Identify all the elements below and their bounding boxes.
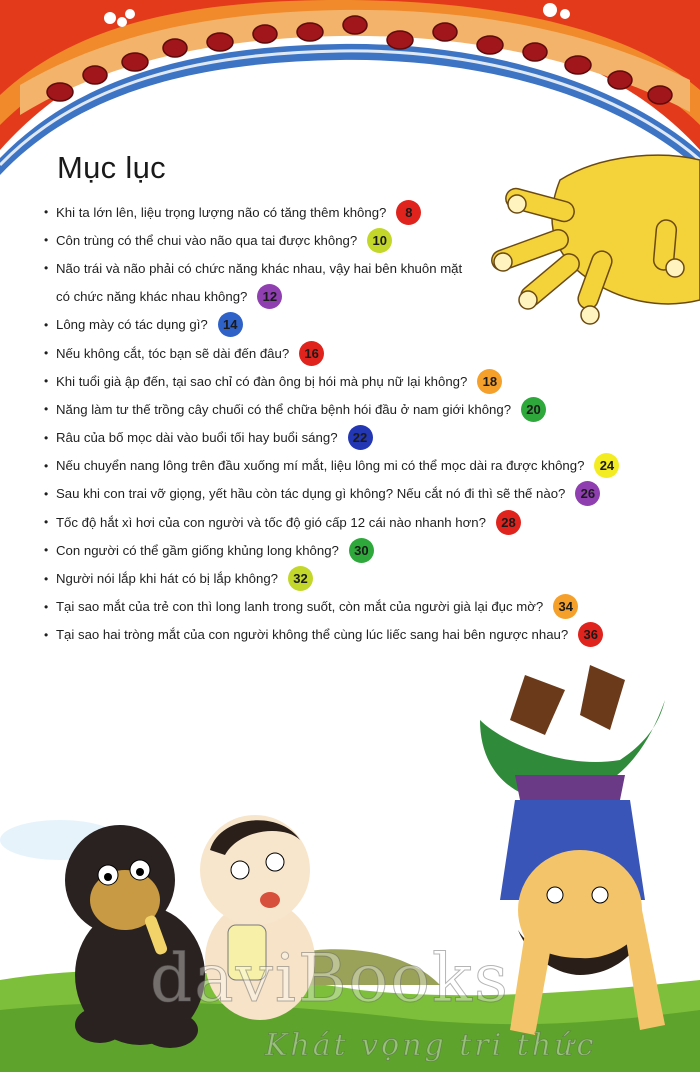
bullet-icon: •: [44, 374, 49, 389]
page-number-badge: 26: [575, 481, 600, 506]
toc-entry-text: Sau khi con trai vỡ giọng, yết hầu còn tác dụng gì không? Nếu cắt nó đi thì sẽ thế nào?: [56, 486, 566, 502]
toc-entry-text: có chức năng khác nhau không?: [56, 289, 248, 305]
toc-entry-text: Não trái và não phải có chức năng khác nhau, vậy hai bên khuôn mặt: [56, 260, 463, 276]
toc-entry-text: Lông mày có tác dụng gì?: [56, 317, 208, 333]
watermark-slogan: Khát vọng tri thức: [265, 1028, 597, 1063]
toc-entry[interactable]: [44, 593, 694, 621]
toc-entry[interactable]: [44, 480, 694, 508]
page-title: Mục lục: [57, 150, 166, 185]
page-number-badge: 18: [477, 369, 502, 394]
bullet-icon: •: [44, 233, 49, 248]
toc-entry[interactable]: [44, 367, 694, 395]
watermark-brand: daviBooks: [150, 940, 510, 1017]
toc-entry-text: Tại sao mắt của trẻ con thì long lanh trong suốt, còn mắt của người già lại đục mờ?: [56, 599, 544, 615]
page-number-badge: 32: [288, 566, 313, 591]
toc-entry-text: Con người có thể gầm giống khủng long không?: [56, 542, 339, 558]
toc-entry[interactable]: [44, 226, 694, 254]
page-number-badge: 12: [257, 284, 282, 309]
page-number-badge: 36: [578, 622, 603, 647]
page-number-badge: 34: [553, 594, 578, 619]
toc-entry[interactable]: [44, 311, 694, 339]
page-number-badge: 10: [367, 228, 392, 253]
bullet-icon: •: [44, 543, 49, 558]
toc-entry-text: Khi tuổi già ập đến, tại sao chỉ có đàn ông bị hói mà phụ nữ lại không?: [56, 373, 468, 389]
toc-entry[interactable]: [44, 198, 694, 226]
page-number-badge: 8: [396, 200, 421, 225]
page-number-badge: 16: [299, 341, 324, 366]
page-number-badge: 30: [349, 538, 374, 563]
toc-entry[interactable]: [44, 508, 694, 536]
bullet-icon: •: [44, 346, 49, 361]
page-number-badge: 28: [496, 510, 521, 535]
page-number-badge: 20: [521, 397, 546, 422]
toc-entry-text: Râu của bố mọc dài vào buổi tối hay buổi sáng?: [56, 430, 338, 446]
bullet-icon: •: [44, 571, 49, 586]
toc-entry-continuation[interactable]: [44, 283, 694, 311]
toc-entry-text: Côn trùng có thể chui vào não qua tai được không?: [56, 232, 358, 248]
bullet-icon: •: [44, 205, 49, 220]
toc-entry-text: Năng làm tư thế trồng cây chuối có thể chữa bệnh hói đầu ở nam giới không?: [56, 401, 512, 417]
toc-entry-text: Nếu không cắt, tóc bạn sẽ dài đến đâu?: [56, 345, 290, 361]
page-number-badge: 14: [218, 312, 243, 337]
bullet-icon: •: [44, 402, 49, 417]
page-number-badge: 24: [594, 453, 619, 478]
table-of-contents: [44, 198, 694, 649]
toc-entry-text: Tốc độ hắt xì hơi của con người và tốc độ gió cấp 12 cái nào nhanh hơn?: [56, 514, 486, 530]
toc-entry[interactable]: [44, 339, 694, 367]
toc-entry[interactable]: [44, 536, 694, 564]
bullet-icon: •: [44, 261, 49, 276]
toc-entry[interactable]: [44, 564, 694, 592]
toc-entry[interactable]: [44, 424, 694, 452]
toc-entry[interactable]: [44, 621, 694, 649]
bullet-icon: •: [44, 317, 49, 332]
toc-entry[interactable]: [44, 395, 694, 423]
toc-entry[interactable]: [44, 254, 694, 282]
bullet-icon: •: [44, 486, 49, 501]
toc-entry[interactable]: [44, 452, 694, 480]
toc-entry-text: Khi ta lớn lên, liệu trọng lượng não có tăng thêm không?: [56, 204, 387, 220]
bullet-icon: •: [44, 599, 49, 614]
page-number-badge: 22: [348, 425, 373, 450]
toc-entry-text: Nếu chuyển nang lông trên đầu xuống mí mắt, liệu lông mi có thể mọc dài ra được không?: [56, 458, 585, 474]
toc-entry-text: Người nói lắp khi hát có bị lắp không?: [56, 571, 279, 587]
bullet-icon: •: [44, 430, 49, 445]
bullet-icon: •: [44, 627, 49, 642]
bullet-icon: •: [44, 515, 49, 530]
toc-entry-text: Tại sao hai tròng mắt của con người không thể cùng lúc liếc sang hai bên ngược nhau?: [56, 627, 569, 643]
bullet-icon: •: [44, 458, 49, 473]
